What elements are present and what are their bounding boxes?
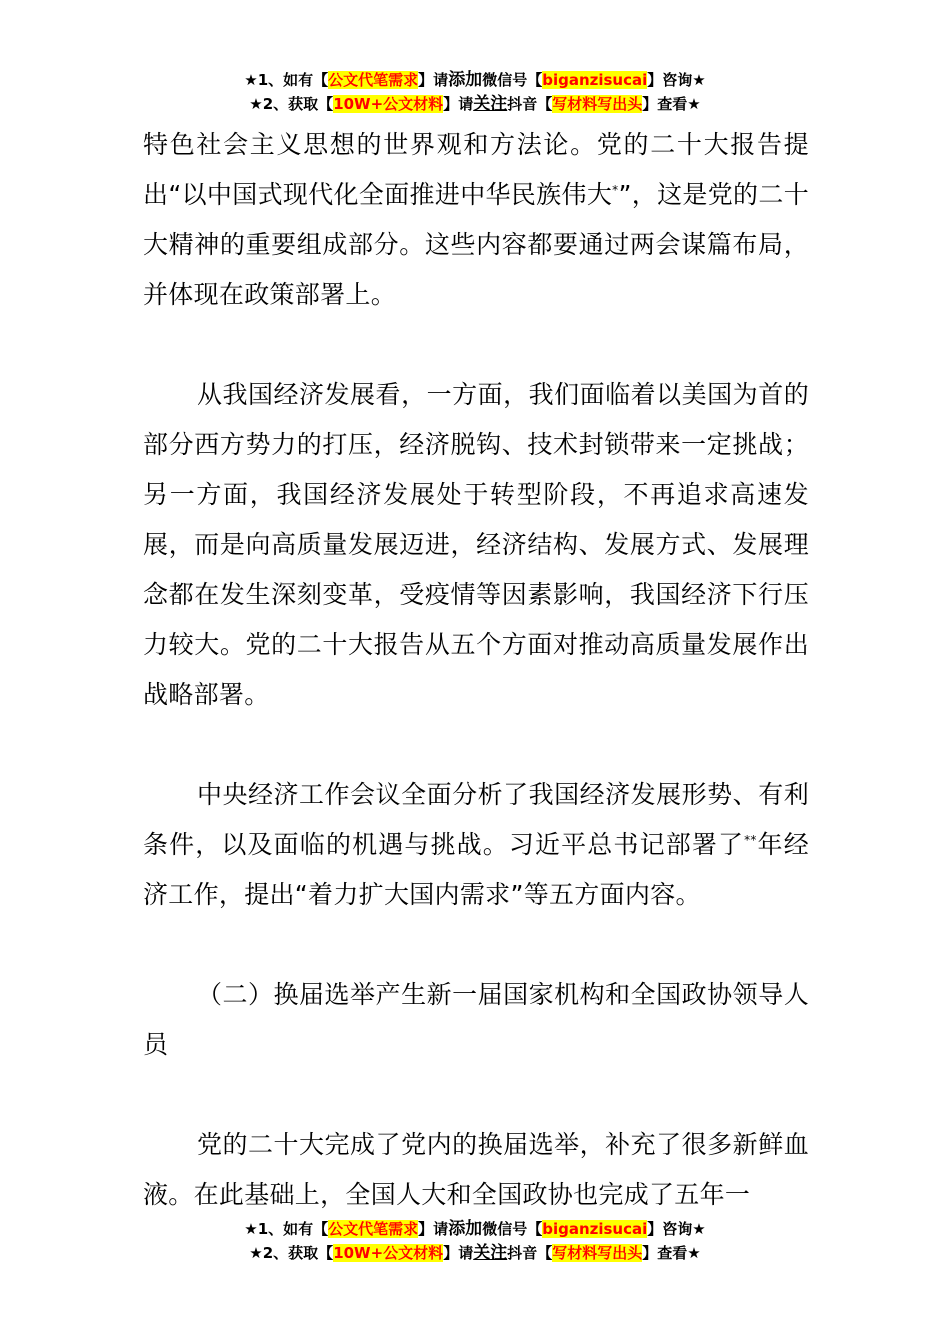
paragraph: 从我国经济发展看，一方面，我们面临着以美国为首的部分西方势力的打压，经济脱钩、技术封锁带来一定挑战；另一方面，我国经济发展处于转型阶段，不再追求高速发展，而是向高质量发展迈进，经济结构、发展方式、发展理念都在发生深刻变革，受疫情等因素影响，我国经济下行压力较大。党的二十大报告从五个方面对推动高质量发展作出战略部署。 [143, 380, 809, 709]
wechat-id: biganzisucai [542, 1220, 648, 1238]
promo-line-2: ★2、获取【10W+公文材料】请关注抖音【写材料写出头】查看★ [249, 1243, 701, 1263]
document-body [143, 120, 809, 1220]
redaction-mark: ** [744, 833, 757, 847]
douyin-account: 写材料写出头 [552, 95, 643, 113]
douyin-account: 写材料写出头 [552, 1244, 643, 1262]
paragraph: 党的二十大完成了党内的换届选举，补充了很多新鲜血液。在此基础上，全国人大和全国政协也完成了五年一 [143, 1130, 809, 1209]
promo-highlight: 公文代笔需求 [328, 71, 419, 89]
redaction-mark: * [612, 183, 619, 197]
promo-line-1: ★1、如有【公文代笔需求】请添加微信号【biganzisucai】咨询★ [244, 70, 706, 90]
promo-highlight: 10W+公文材料 [333, 95, 444, 113]
section-heading: （二）换届选举产生新一届国家机构和全国政协领导人员 [143, 980, 809, 1059]
promo-line-1: ★1、如有【公文代笔需求】请添加微信号【biganzisucai】咨询★ [244, 1219, 706, 1239]
promo-line-2: ★2、获取【10W+公文材料】请关注抖音【写材料写出头】查看★ [249, 94, 701, 114]
paragraph: 特色社会主义思想的世界观和方法论。党的二十大报告提出“以中国式现代化全面推进中华民族伟大*”，这是党的二十大精神的重要组成部分。这些内容都要通过两会谋篇布局，并体现在政策部署上。 [143, 130, 810, 309]
footer-promo-banner [0, 1217, 950, 1265]
promo-highlight: 公文代笔需求 [328, 1220, 419, 1238]
header-promo-banner [0, 68, 950, 116]
promo-highlight: 10W+公文材料 [333, 1244, 444, 1262]
paragraph: 中央经济工作会议全面分析了我国经济发展形势、有利条件，以及面临的机遇与挑战。习近平总书记部署了**年经济工作，提出“着力扩大国内需求”等五方面内容。 [143, 780, 809, 909]
wechat-id: biganzisucai [542, 71, 648, 89]
